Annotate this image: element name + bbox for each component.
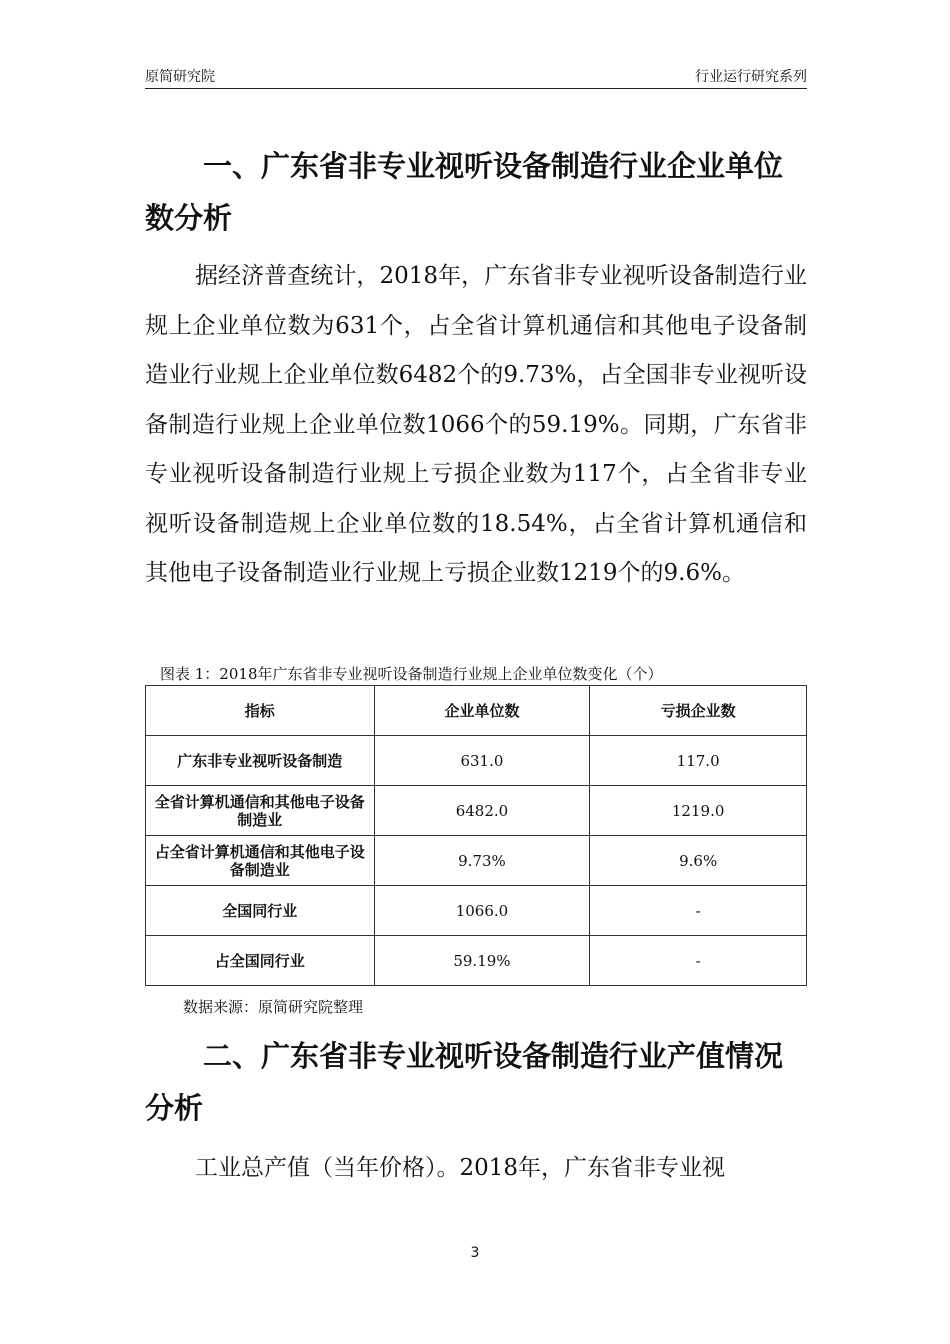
header-series-name: 行业运行研究系列 (695, 69, 807, 85)
table-row (146, 786, 807, 836)
header-org-name: 原简研究院 (145, 69, 215, 85)
table-caption: 图表 1：2018年广东省非专业视听设备制造行业规上企业单位数变化（个） (160, 665, 663, 683)
table-row (146, 886, 807, 936)
section-2-paragraph: 工业总产值（当年价格）。2018年，广东省非专业视 (195, 1155, 726, 1181)
section-1-heading: 一、广东省非专业视听设备制造行业企业单位数分析 (145, 149, 784, 235)
table-header-row (146, 686, 807, 736)
table-source-note: 数据来源：原简研究院整理 (183, 998, 364, 1016)
data-table (145, 685, 807, 986)
section-1-paragraph: 据经济普查统计，2018年，广东省非专业视听设备制造行业规上企业单位数为631个，占全省计算机通信和其他电子设备制造业行业规上企业单位数6482个的9.73%，占全国非专业视听设备制造行业规上企业单位数1066个的59.19%。同期，广东省非专业视听设备制造行业规上亏损企业数为117个，占全省非专业视听设备制造规上企业单位数的18.54%，占全省计算机通信和其他电子设备制造业行业规上亏损企业数1219个的9.6%。 (145, 263, 807, 586)
row-units: 1066.0 (374, 886, 590, 936)
row-loss: 9.6% (590, 836, 807, 886)
table-row (146, 736, 807, 786)
row-loss: 1219.0 (590, 786, 807, 836)
header-indicator: 指标 (146, 686, 375, 736)
page-header (145, 64, 807, 89)
row-loss: 117.0 (590, 736, 807, 786)
row-units: 9.73% (374, 836, 590, 886)
row-loss: - (590, 886, 807, 936)
table-row (146, 836, 807, 886)
section-2-heading: 二、广东省非专业视听设备制造行业产值情况分析 (145, 1039, 784, 1125)
page-number: 3 (470, 1245, 480, 1261)
table-row (146, 936, 807, 986)
row-label: 广东非专业视听设备制造 (146, 736, 375, 786)
header-loss: 亏损企业数 (590, 686, 807, 736)
row-units: 59.19% (374, 936, 590, 986)
row-units: 631.0 (374, 736, 590, 786)
row-label: 占全国同行业 (146, 936, 375, 986)
header-units: 企业单位数 (374, 686, 590, 736)
row-label: 全国同行业 (146, 886, 375, 936)
row-loss: - (590, 936, 807, 986)
row-units: 6482.0 (374, 786, 590, 836)
row-label: 全省计算机通信和其他电子设备制造业 (146, 786, 375, 836)
row-label: 占全省计算机通信和其他电子设备制造业 (146, 836, 375, 886)
